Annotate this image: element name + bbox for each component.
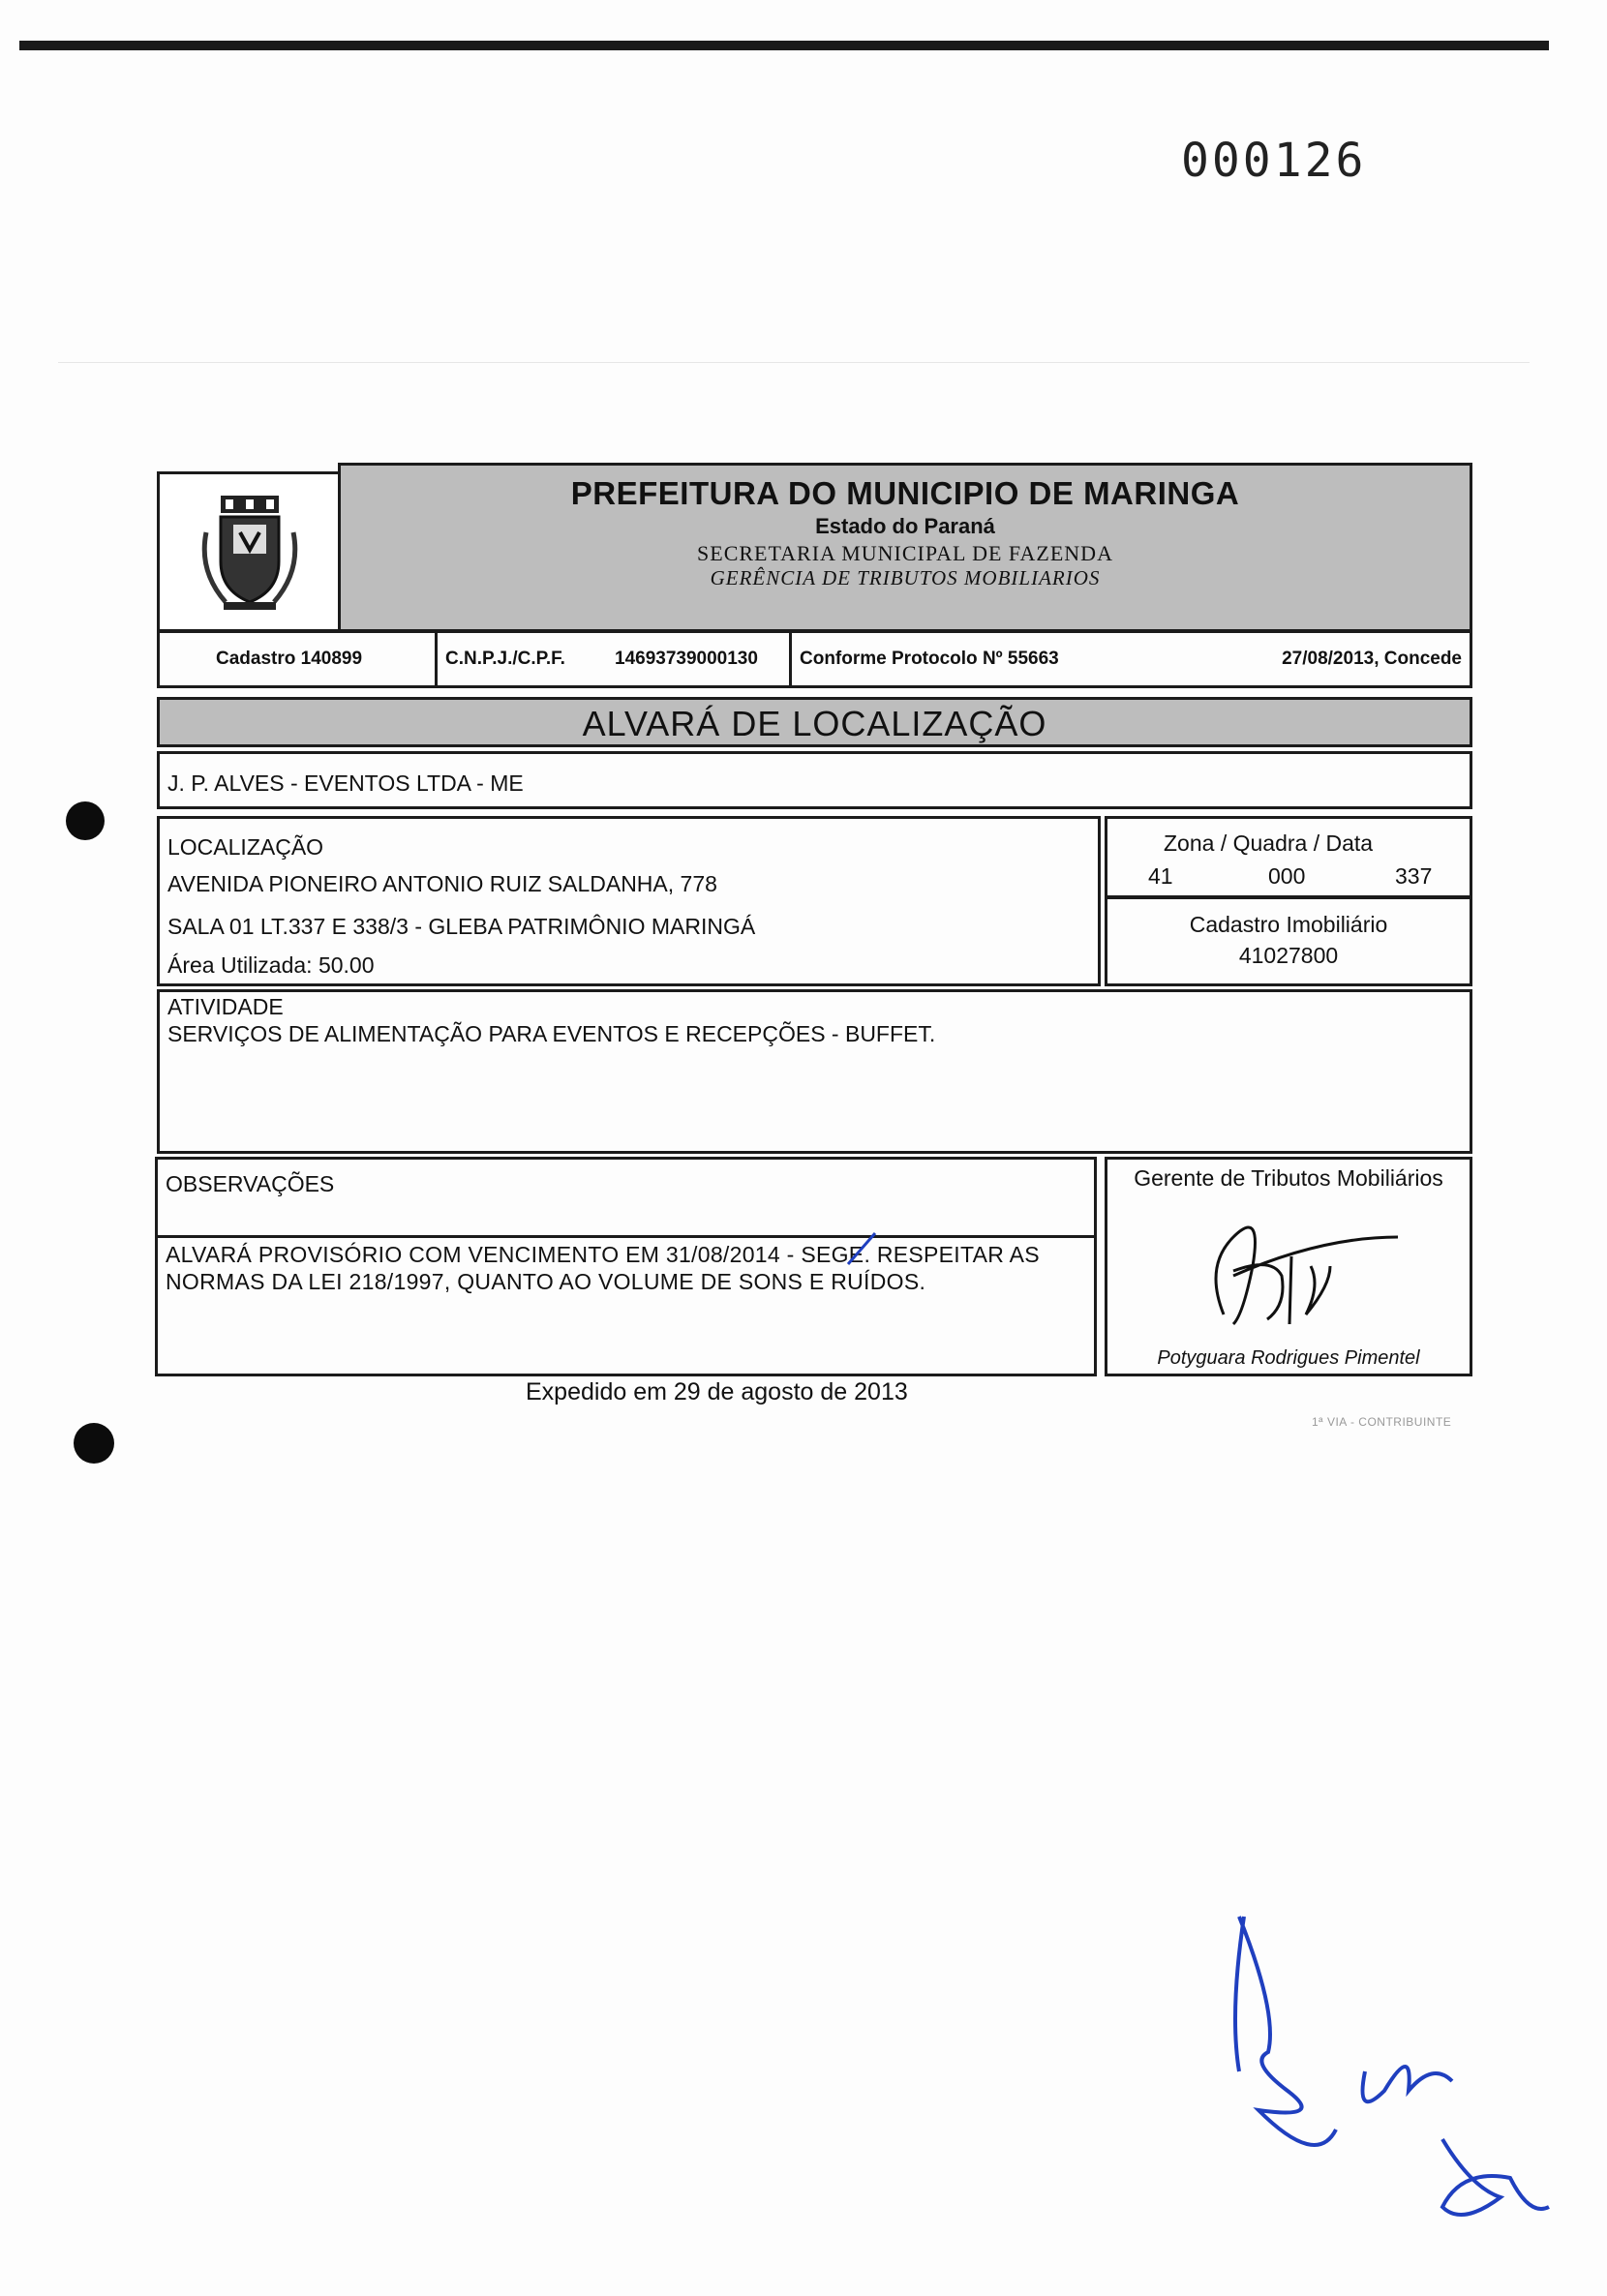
gerente-signature-icon [1175, 1198, 1466, 1344]
protocolo-box [789, 630, 1472, 688]
localizacao-label: LOCALIZAÇÃO [167, 834, 324, 860]
atividade-label: ATIVIDADE [167, 994, 284, 1019]
observacoes-label: OBSERVAÇÕES [166, 1171, 335, 1196]
cnpj-box [435, 630, 792, 688]
top-border-bar [19, 41, 1549, 50]
cnpj-label: C.N.P.J./C.P.F. [445, 649, 565, 669]
header-title-box [338, 463, 1472, 632]
zona-quadra-header: Zona / Quadra / Data [1164, 831, 1374, 856]
cadastro-number: Cadastro 140899 [216, 649, 363, 669]
localizacao-complement: SALA 01 LT.337 E 338/3 - GLEBA PATRIMÔNIO MARINGÁ [167, 914, 756, 939]
gerente-signature-box [1105, 1157, 1472, 1376]
gerente-name: Potyguara Rodrigues Pimentel [1157, 1347, 1420, 1369]
pen-check-mark [842, 1229, 881, 1268]
faint-divider [58, 362, 1530, 363]
state-subtitle: Estado do Paraná [815, 514, 995, 538]
quadra-value: 000 [1268, 863, 1306, 889]
localizacao-box [157, 816, 1101, 986]
secretariat-name: SECRETARIA MUNICIPAL DE FAZENDA [697, 541, 1113, 565]
atividade-value: SERVIÇOS DE ALIMENTAÇÃO PARA EVENTOS E RECEPÇÕES - BUFFET. [167, 1021, 936, 1046]
data-value: 337 [1395, 863, 1433, 889]
prefeitura-title: PREFEITURA DO MUNICIPIO DE MARINGA [570, 475, 1240, 511]
hole-punch-bottom [74, 1423, 114, 1464]
area-utilizada: Área Utilizada: 50.00 [167, 952, 375, 978]
company-name: J. P. ALVES - EVENTOS LTDA - ME [167, 770, 524, 796]
alvara-title: ALVARÁ DE LOCALIZAÇÃO [582, 704, 1047, 743]
document-number: 000126 [1181, 134, 1367, 188]
protocolo-text: Conforme Protocolo Nº 55663 [800, 649, 1059, 669]
cadastro-imobiliario-value: 41027800 [1238, 943, 1339, 968]
expedido-date: Expedido em 29 de agosto de 2013 [526, 1378, 908, 1405]
alvara-title-banner [157, 697, 1472, 747]
localizacao-address: AVENIDA PIONEIRO ANTONIO RUIZ SALDANHA, 778 [167, 871, 717, 896]
cnpj-value: 14693739000130 [615, 649, 758, 669]
observacoes-line2: NORMAS DA LEI 218/1997, QUANTO AO VOLUME DE SONS E RUÍDOS. [166, 1269, 926, 1294]
cadastro-imobiliario-box [1105, 895, 1472, 986]
via-label: 1ª VIA - CONTRIBUINTE [1312, 1415, 1452, 1429]
zona-quadra-box [1105, 816, 1472, 899]
zona-value: 41 [1148, 863, 1173, 889]
cadastro-box [157, 630, 438, 688]
hole-punch-top [66, 801, 105, 840]
observacoes-line1: ALVARÁ PROVISÓRIO COM VENCIMENTO EM 31/08/2014 - SEGE. RESPEITAR AS [166, 1242, 1040, 1267]
gerente-label: Gerente de Tributos Mobiliários [1134, 1165, 1443, 1191]
observacoes-text-box [155, 1235, 1097, 1376]
municipal-crest-icon [197, 494, 303, 614]
department-name: GERÊNCIA DE TRIBUTOS MOBILIARIOS [710, 566, 1101, 589]
atividade-box [157, 989, 1472, 1154]
company-name-box [157, 751, 1472, 809]
municipal-crest-box [157, 471, 341, 632]
cadastro-imobiliario-label: Cadastro Imobiliário [1189, 912, 1388, 937]
observacoes-label-box [155, 1157, 1097, 1238]
handwritten-initials-icon [1220, 1897, 1568, 2265]
concede-date: 27/08/2013, Concede [1282, 649, 1462, 669]
